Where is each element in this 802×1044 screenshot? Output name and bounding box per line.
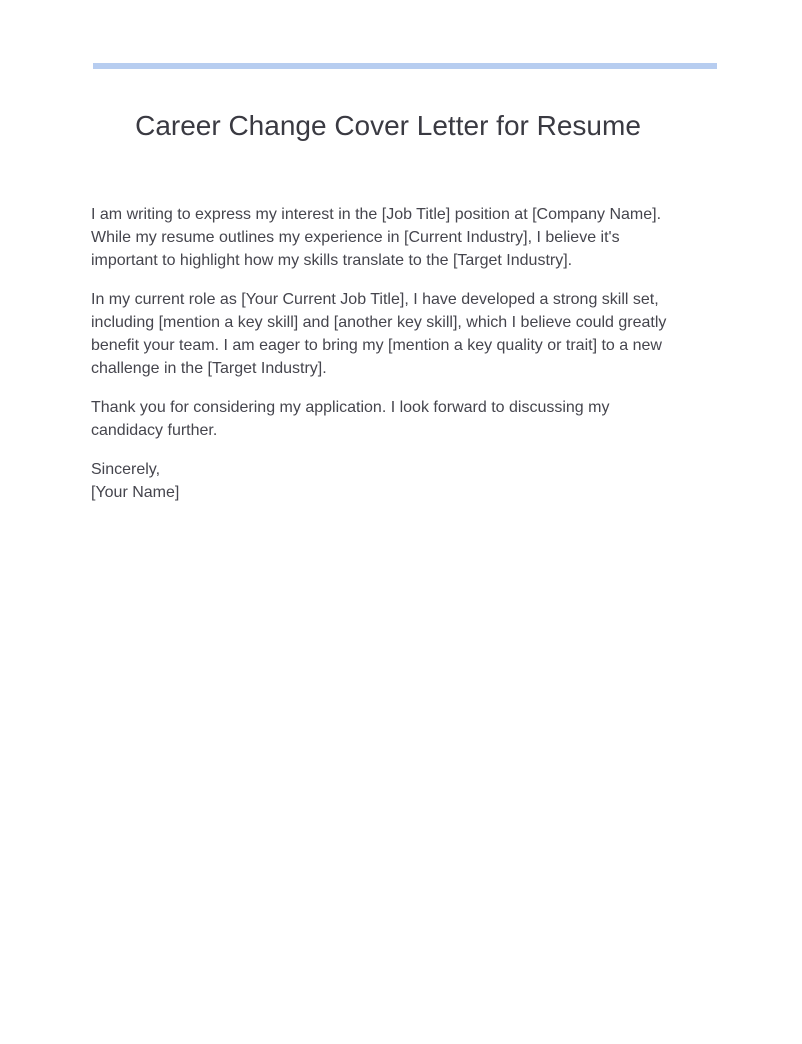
closing-salutation: Sincerely, xyxy=(91,461,161,478)
signature-name: [Your Name] xyxy=(91,484,180,501)
letter-body xyxy=(91,203,691,504)
document-title: Career Change Cover Letter for Resume xyxy=(135,110,641,141)
paragraph-thanks: Thank you for considering my application. I look forward to discussing my candidacy further. xyxy=(91,399,610,439)
paragraph-skills: In my current role as [Your Current Job Title], I have developed a strong skill set, including [mention a key skill] and [another key skill], which I believe could greatly benefit your team. I am eager to bring my [mention a key quality or trait] to a new challenge in the [Target Industry]. xyxy=(91,291,667,377)
closing-block xyxy=(91,458,691,504)
paragraph-intro: I am writing to express my interest in the [Job Title] position at [Company Name]. While my resume outlines my experience in [Current Industry], I believe it's important to highlight how my skills translate to the [Target Industry]. xyxy=(91,206,662,269)
header-accent-rule xyxy=(93,63,717,69)
